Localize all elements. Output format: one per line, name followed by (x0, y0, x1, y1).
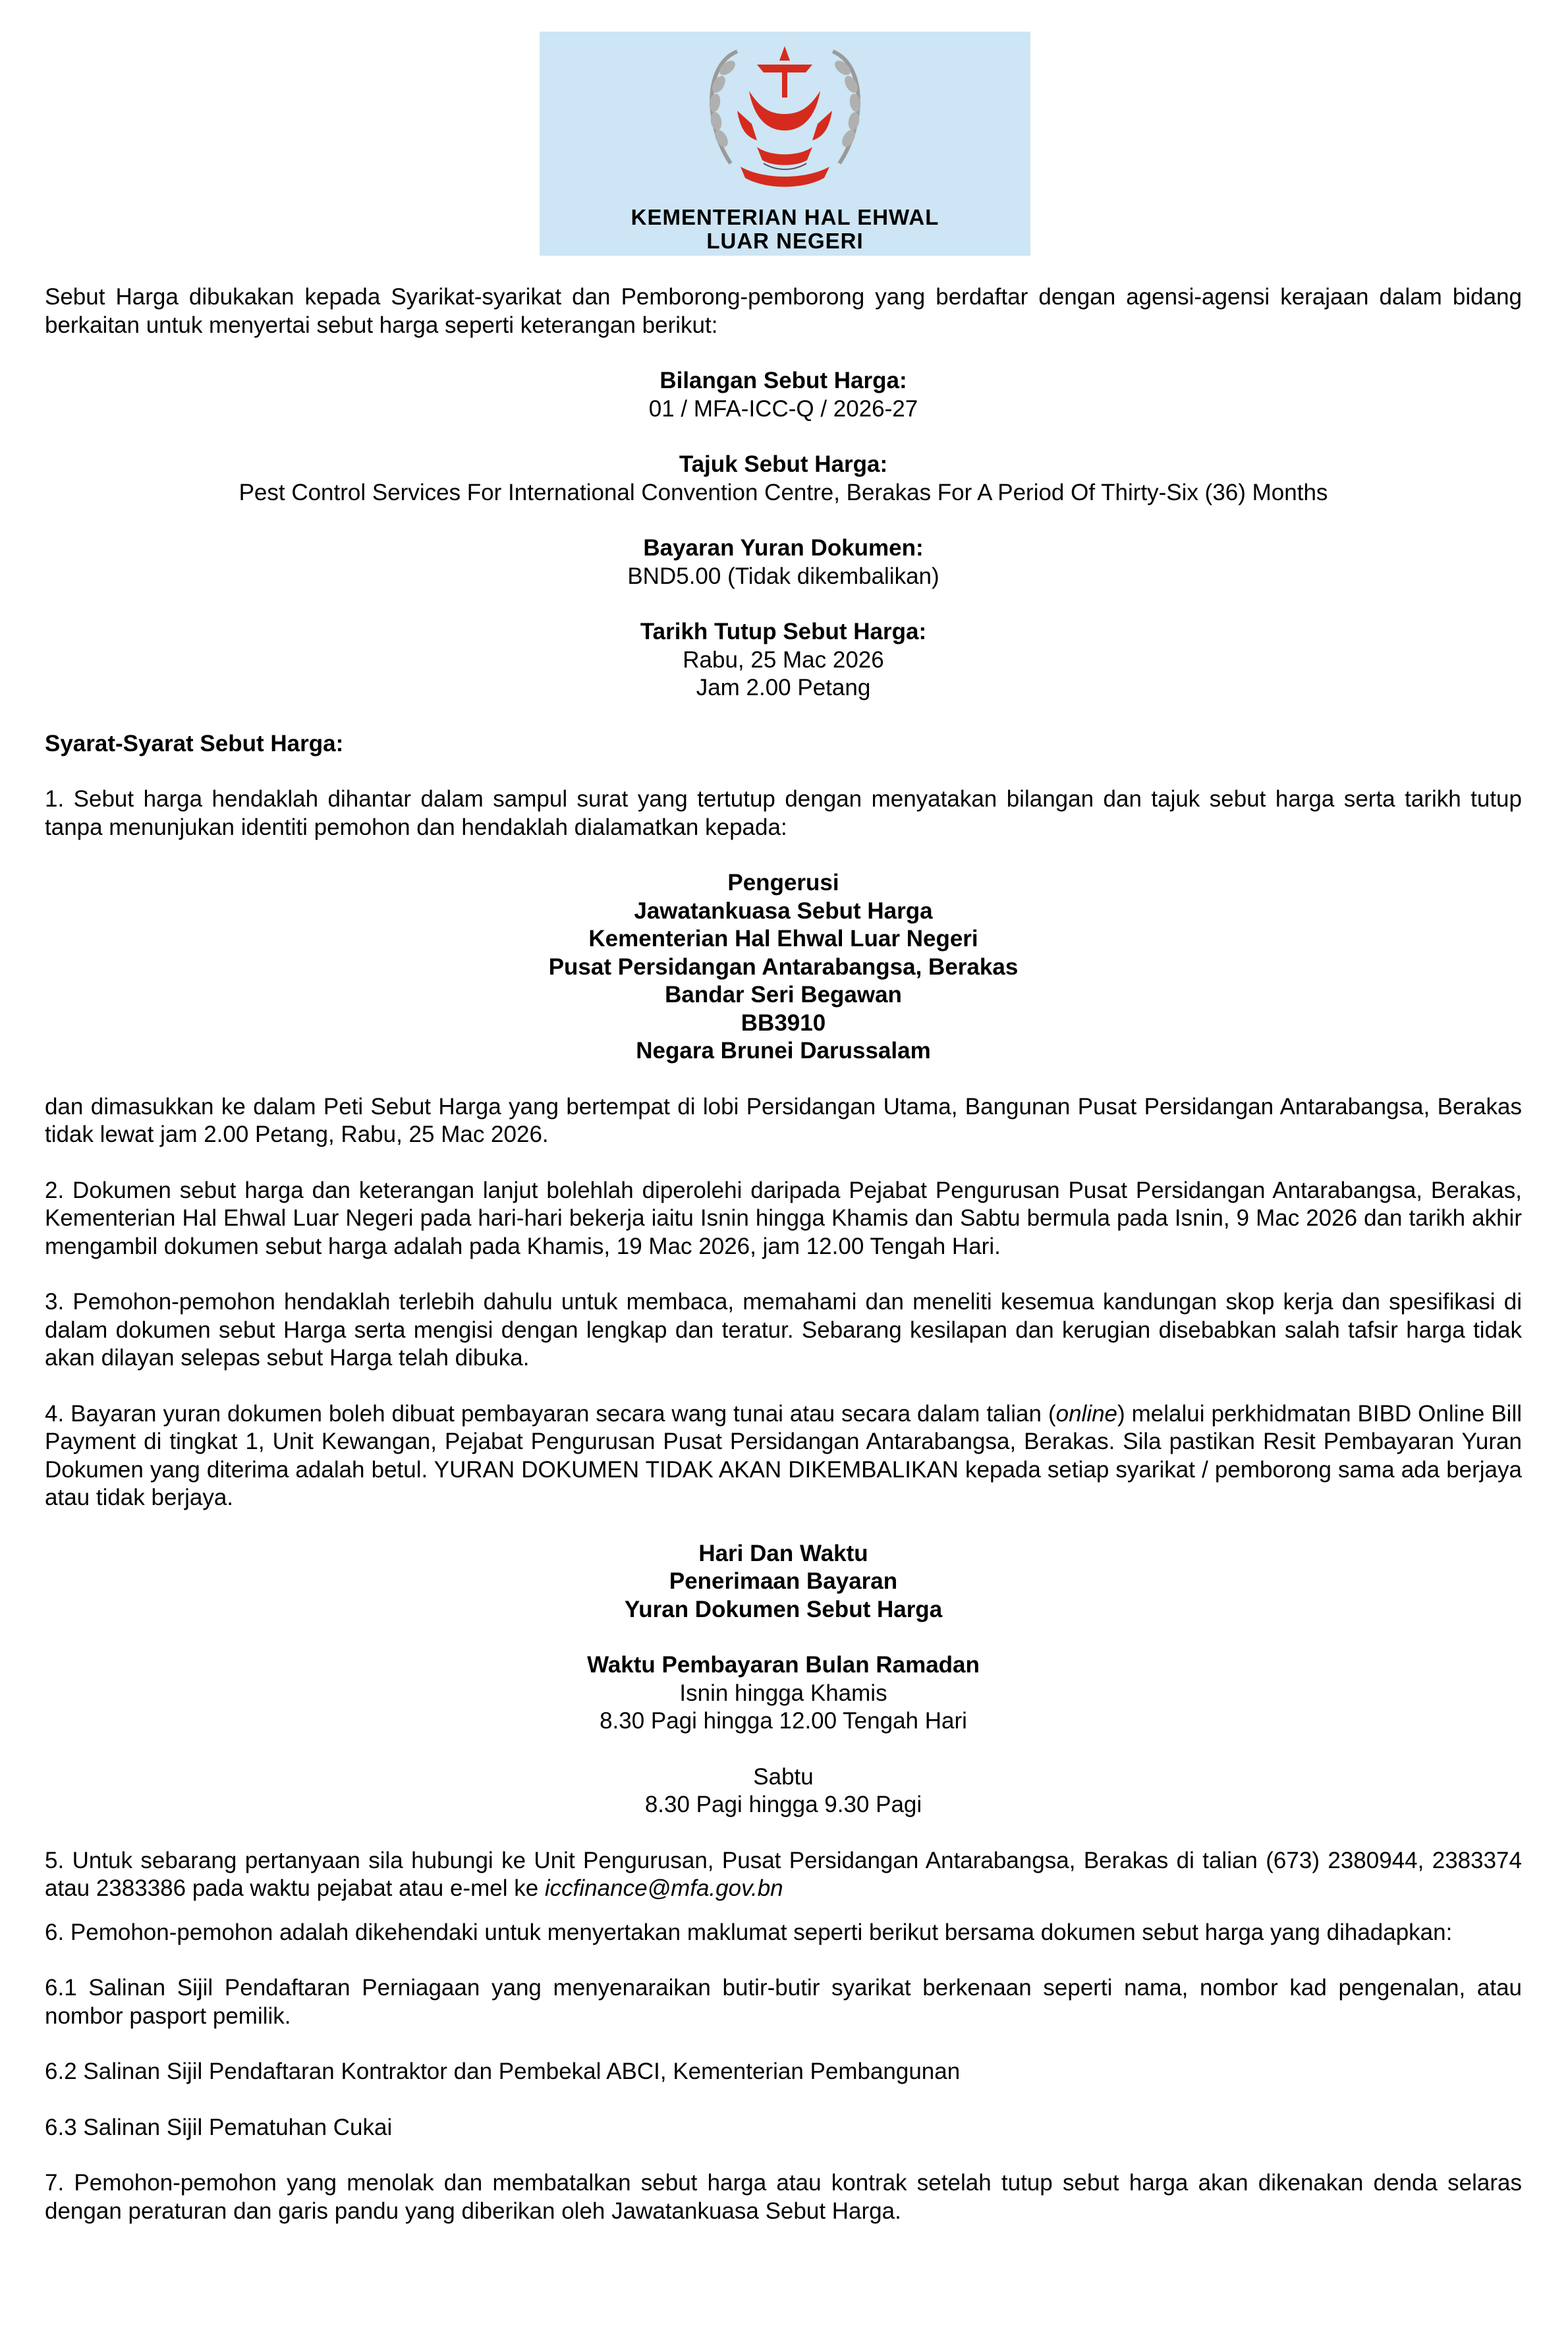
tender-title-value: Pest Control Services For International Convention Centre, Berakas For A Period Of Thirty-Six (36) Months (238, 479, 1328, 505)
quotation-notice (45, 283, 1522, 2225)
clause-6-2: 6.2 Salinan Sijil Pendaftaran Kontraktor dan Pembekal ABCI, Kementerian Pembangunan (45, 2059, 961, 2084)
clause-2: 2. Dokumen sebut harga dan keterangan lanjut bolehlah diperolehi daripada Pejabat Pengurusan Pusat Persidangan Antarabangsa, Berakas, Kementerian Hal Ehwal Luar Negeri pada hari-hari bekerja iaitu Isnin hingga Khamis dan Sabtu bermula pada Isnin, 9 Mac 2026 dan tarikh akhir mengambil dokumen sebut harga adalah pada Khamis, 19 Mac 2026, jam 12.00 Tengah Hari. (45, 1177, 1522, 1259)
contact-email-link[interactable]: iccfinance@mfa.gov.bn (544, 1875, 783, 1901)
saturday-day: Sabtu (753, 1763, 814, 1790)
weekday-days: Isnin hingga Khamis (679, 1680, 887, 1706)
closing-time-value: Jam 2.00 Petang (696, 675, 871, 700)
address-line: Negara Brunei Darussalam (636, 1038, 931, 1064)
clause-4-text-a: 4. Bayaran yuran dokumen boleh dibuat pembayaran secara wang tunai atau secara dalam talian ( (45, 1400, 1056, 1427)
mailing-address (45, 869, 1522, 1066)
clause-4-online: online (1055, 1400, 1118, 1427)
tender-title-label: Tajuk Sebut Harga: (679, 451, 888, 477)
clause-4 (45, 1400, 1522, 1512)
logo-text-line2: LUAR NEGERI (706, 229, 864, 253)
address-line: Jawatankuasa Sebut Harga (634, 897, 933, 924)
clause-3: 3. Pemohon-pemohon hendaklah terlebih dahulu untuk membaca, memahami dan meneliti kesemua kandungan skop kerja dan spesifikasi di dalam dokumen sebut Harga serta mengisi dengan lengkap dan teratur. Sebarang kesilapan dan kerugian disebabkan salah tafsir harga tidak akan dilayan selepas sebut Harga telah dibuka. (45, 1289, 1522, 1371)
address-line: BB3910 (741, 1010, 826, 1036)
weekday-hours: 8.30 Pagi hingga 12.00 Tengah Hari (600, 1708, 967, 1734)
conditions-heading: Syarat-Syarat Sebut Harga: (45, 730, 344, 756)
saturday-hours: 8.30 Pagi hingga 9.30 Pagi (644, 1792, 922, 1817)
tender-number-value: 01 / MFA-ICC-Q / 2026-27 (648, 395, 918, 422)
clause-7: 7. Pemohon-pemohon yang menolak dan membatalkan sebut harga atau kontrak setelah tutup sebut harga akan dikenakan denda selaras dengan peraturan dan garis pandu yang diberikan oleh Jawatankuasa Sebut Harga. (45, 2170, 1522, 2224)
ramadan-heading: Waktu Pembayaran Bulan Ramadan (587, 1652, 980, 1678)
closing-date-label: Tarikh Tutup Sebut Harga: (640, 619, 927, 644)
address-line: Kementerian Hal Ehwal Luar Negeri (588, 926, 978, 952)
intro-paragraph: Sebut Harga dibukakan kepada Syarikat-syarikat dan Pemborong-pemborong yang berdaftar dengan agensi-agensi kerajaan dalam bidang berkaitan untuk menyertai sebut harga seperti keterangan berikut: (45, 284, 1522, 338)
clause-6: 6. Pemohon-pemohon adalah dikehendaki untuk menyertakan maklumat seperti berikut bersama dokumen sebut harga yang dihadapkan: (45, 1919, 1453, 1945)
clause-6-1: 6.1 Salinan Sijil Pendaftaran Perniagaan yang menyenaraikan butir-butir syarikat berkenaan seperti nama, nombor kad pengenalan, atau nombor pasport pemilik. (45, 1975, 1522, 2029)
payment-heading-2: Penerimaan Bayaran (669, 1568, 898, 1594)
clause-5-text: 5. Untuk sebarang pertanyaan sila hubungi ke Unit Pengurusan, Pusat Persidangan Antarabangsa, Berakas di talian (673) 2380944, 2383374 atau 2383386 pada waktu pejabat atau e-mel ke (45, 1847, 1522, 1901)
payment-heading-1: Hari Dan Waktu (698, 1540, 868, 1566)
clause-1: 1. Sebut harga hendaklah dihantar dalam sampul surat yang tertutup dengan menyatakan bilangan dan tajuk sebut harga serta tarikh tutup tanpa menunjukan identiti pemohon dan hendaklah dialamatkan kepada: (45, 786, 1522, 840)
payment-heading-3: Yuran Dokumen Sebut Harga (624, 1596, 943, 1622)
clause-5 (45, 1847, 1522, 1903)
document-fee-value: BND5.00 (Tidak dikembalikan) (627, 563, 939, 589)
address-line: Pengerusi (727, 870, 839, 896)
clause-6-3: 6.3 Salinan Sijil Pematuhan Cukai (45, 2114, 393, 2140)
logo-text-line1: KEMENTERIAN HAL EHWAL (630, 205, 939, 229)
closing-date-value: Rabu, 25 Mac 2026 (683, 646, 884, 673)
clause-1-continuation: dan dimasukkan ke dalam Peti Sebut Harga yang bertempat di lobi Persidangan Utama, Bangunan Pusat Persidangan Antarabangsa, Berakas tidak lewat jam 2.00 Petang, Rabu, 25 Mac 2026. (45, 1093, 1522, 1147)
document-fee-label: Bayaran Yuran Dokumen: (643, 535, 924, 561)
clause-4-text-b: ) melalui perkhidmatan BIBD Online Bill Payment di tingkat 1, Unit Kewangan, Pejabat Pengurusan Pusat Persidangan Antarabangsa, Berakas. Sila pastikan Resit Pembayaran Yuran Dokumen yang diterima adalah betul. YURAN DOKUMEN TIDAK AKAN DIKEMBALIKAN kepada setiap syarikat / pemborong sama ada berjaya atau tidak berjaya. (45, 1400, 1522, 1510)
ministry-logo-banner (540, 32, 1030, 256)
tender-number-label: Bilangan Sebut Harga: (659, 368, 907, 393)
address-line: Bandar Seri Begawan (665, 982, 902, 1008)
address-line: Pusat Persidangan Antarabangsa, Berakas (548, 954, 1019, 980)
